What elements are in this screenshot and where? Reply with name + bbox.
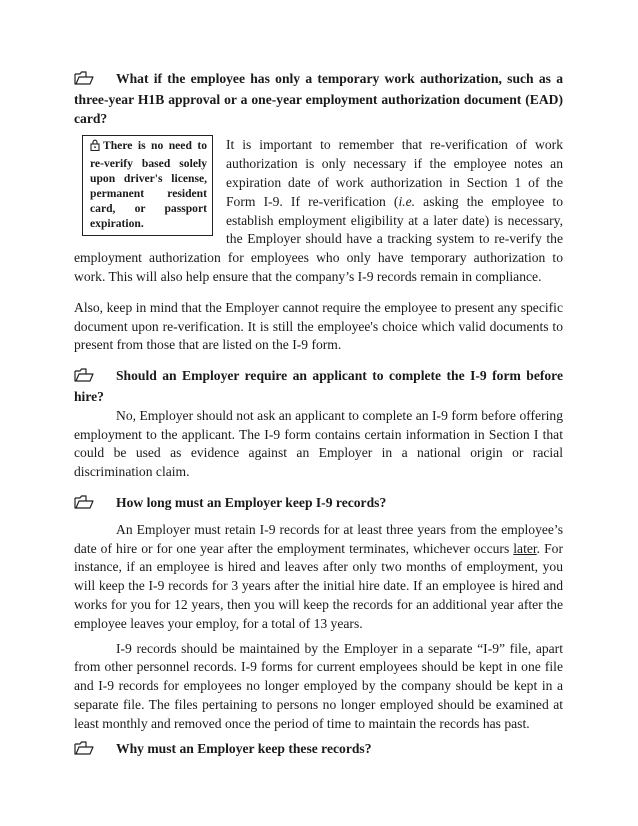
question-text: How long must an Employer keep I-9 records? [116, 494, 387, 510]
paragraph-text: An Employer must retain I-9 records for at least three years from the employee’s date of hire or for one year after the employment terminates, whichever occurs [74, 521, 563, 556]
lock-icon [90, 139, 100, 155]
underlined-later: later [513, 540, 537, 556]
note-text: There is no need to re-verify based solely upon driver's license, permanent resident card, or passport expiration. [90, 139, 207, 231]
question-text: What if the employee has only a temporary work authorization, such as a three-year H1B approval or a one-year employment authorization document (EAD) card? [74, 71, 563, 126]
folder-icon [74, 71, 94, 91]
note-box [82, 135, 213, 235]
paragraph-text: It is important to remember that re-verification of work authorization is only necessary if the employee notes an expiration date of work authorization in Section 1 of the Form I-9. If re-verification ( [226, 137, 563, 209]
folder-icon [74, 368, 94, 388]
folder-icon [74, 741, 94, 761]
question-retention-period [74, 494, 563, 515]
question-temporary-authorization [74, 70, 563, 128]
question-text: Why must an Employer keep these records? [116, 740, 372, 756]
question-before-hire [74, 367, 563, 407]
question-why-keep-records [74, 740, 563, 761]
paragraph: I-9 records should be maintained by the Employer in a separate “I-9” file, apart from other personnel records. I-9 forms for current employees should be kept in one file and I-9 records for employees no longer employed by the company should be kept in a separate file. The files pertaining to persons no longer employed should be examined at least monthly and removed once the period of time to maintain the records has past. [74, 640, 563, 731]
paragraph: Also, keep in mind that the Employer cannot require the employee to present any specific document upon re-verification. It is still the employee's choice which valid documents to present from those that are listed on the I-9 form. [74, 299, 563, 353]
paragraph: No, Employer should not ask an applicant to complete an I-9 form before offering employment to the applicant. The I-9 form contains certain information in Section I that could be used as evidence against an Employer in a national origin or racial discrimination claim. [74, 407, 563, 480]
paragraph-text: . For instance, if an employee is hired and leaves after only two months of employment, you will keep the I-9 records for 3 years after the initial hire date. If an employee is hired and works for you for 12 years, then you will keep the records for an additional year after the employee leaves your employ, for a total of 13 years. [74, 540, 563, 631]
paragraph [74, 521, 563, 634]
paragraph-text: asking the employee to establish employment eligibility at a later date) is necessary, the Employer should have a tracking system to re-verify the employment authorization for employees who only have temporary authorization to work. This will also help ensure that the company’s I-9 records remain in compliance. [74, 193, 563, 284]
question-text: Should an Employer require an applicant to complete the I-9 form before hire? [74, 368, 563, 404]
ie-text: i.e. [398, 193, 416, 209]
document-body [74, 70, 563, 760]
folder-icon [74, 495, 94, 515]
